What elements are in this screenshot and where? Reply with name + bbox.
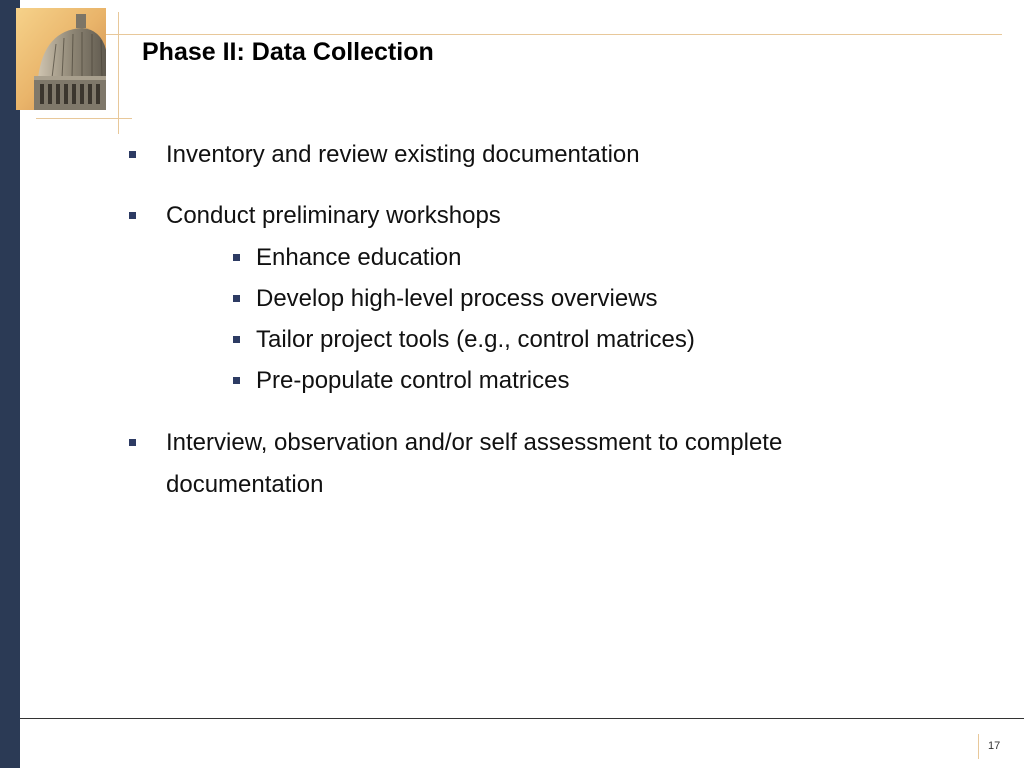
page-number: 17 [988,740,1001,752]
title-vertical-rule [118,12,119,134]
sub-bullet-item: Develop high-level process overviews [256,285,658,312]
sub-bullet-item: Enhance education [256,244,462,271]
title-rule-line [106,34,1002,35]
sub-bullet-marker-icon [233,336,240,343]
bullet-marker-icon [129,439,136,446]
bullet-item-continuation: documentation [166,471,324,498]
bullet-item: Interview, observation and/or self assessment to complete [166,429,783,456]
slide-title: Phase II: Data Collection [142,38,434,66]
sub-bullet-item: Pre-populate control matrices [256,367,570,394]
sub-bullet-marker-icon [233,377,240,384]
footer-divider [20,718,1024,719]
bullet-marker-icon [129,151,136,158]
page-number-separator [978,734,979,759]
logo-underline [36,118,132,119]
bullet-item: Inventory and review existing documentation [166,141,640,168]
bullet-marker-icon [129,212,136,219]
capitol-dome-icon [16,8,106,110]
bullet-item: Conduct preliminary workshops [166,202,501,229]
sub-bullet-marker-icon [233,254,240,261]
sub-bullet-item: Tailor project tools (e.g., control matrices) [256,326,695,353]
sub-bullet-marker-icon [233,295,240,302]
left-accent-bar [0,0,20,768]
